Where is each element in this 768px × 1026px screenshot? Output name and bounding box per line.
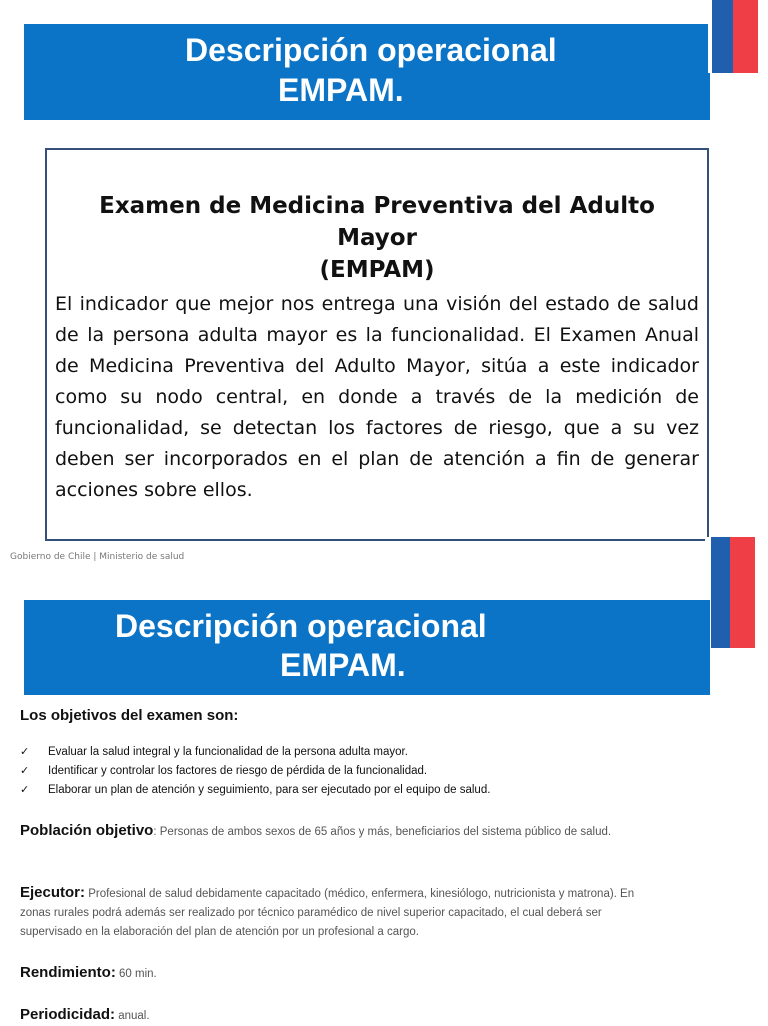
ejecutor-text: Profesional de salud debidamente capacitado (médico, enfermera, kinesiólogo, nutricionista y matrona). En zonas rurales podrá además ser realizado por técnico paramédico de nivel superior capacitado, el cual deberá ser supervisado en la elaboración del plan de atención por un profesional a cargo. xyxy=(20,888,635,938)
footer-text: Gobierno de Chile | Ministerio de salud xyxy=(10,552,185,562)
poblacion-text: : Personas de ambos sexos de 65 años y más, beneficiarios del sistema público de salud. xyxy=(153,826,612,838)
rendimiento-field xyxy=(20,963,660,984)
slide-2-title-line-2: EMPAM. xyxy=(280,647,406,683)
objective-text: Identificar y controlar los factores de riesgo de pérdida de la funcionalidad. xyxy=(48,765,428,777)
periodicidad-field xyxy=(20,1005,660,1026)
box-heading-line-2: (EMPAM) xyxy=(319,257,435,283)
ejecutor-label: Ejecutor: xyxy=(20,884,86,901)
slide-2-title-line-1: Descripción operacional xyxy=(115,608,487,644)
ejecutor-field xyxy=(20,883,660,942)
chile-flag-decoration-2 xyxy=(705,537,755,575)
objective-text: Elaborar un plan de atención y seguimiento, para ser ejecutado por el equipo de salud. xyxy=(48,784,491,796)
list-item xyxy=(20,762,490,781)
slide-1-title-line-2: EMPAM. xyxy=(278,72,404,108)
periodicidad-text: anual. xyxy=(115,1010,150,1022)
objectives-list xyxy=(20,743,490,800)
chile-flag-decoration xyxy=(708,0,758,73)
slide-2 xyxy=(0,575,768,1024)
slide-1-title-bar xyxy=(24,24,710,120)
periodicidad-label: Periodicidad: xyxy=(20,1006,116,1023)
check-icon: ✓ xyxy=(20,765,30,777)
slide-1-title-line-1: Descripción operacional xyxy=(185,32,557,68)
box-heading-line-1: Examen de Medicina Preventiva del Adulto Mayor xyxy=(99,193,655,251)
rendimiento-text: 60 min. xyxy=(115,968,157,980)
list-item xyxy=(20,781,490,800)
list-item xyxy=(20,743,490,762)
objectives-heading: Los objetivos del examen son: xyxy=(20,707,239,724)
check-icon: ✓ xyxy=(20,746,30,758)
box-body-text: El indicador que mejor nos entrega una visión del estado de salud de la persona adulta mayor es la funcionalidad. El Examen Anual de Medicina Preventiva del Adulto Mayor, sitúa a este indicador como su nodo central, en donde a través de la medición de funcionalidad, se detectan los factores de riesgo, que a su vez deben ser incorporados en el plan de atención a fin de generar acciones sobre ellos. xyxy=(55,293,699,501)
check-icon: ✓ xyxy=(20,784,30,796)
poblacion-field xyxy=(20,821,660,842)
rendimiento-label: Rendimiento: xyxy=(20,964,116,981)
empam-definition-box xyxy=(45,148,709,541)
objective-text: Evaluar la salud integral y la funcionalidad de la persona adulta mayor. xyxy=(48,746,408,758)
box-heading xyxy=(57,190,697,286)
poblacion-label: Población objetivo xyxy=(20,822,154,839)
